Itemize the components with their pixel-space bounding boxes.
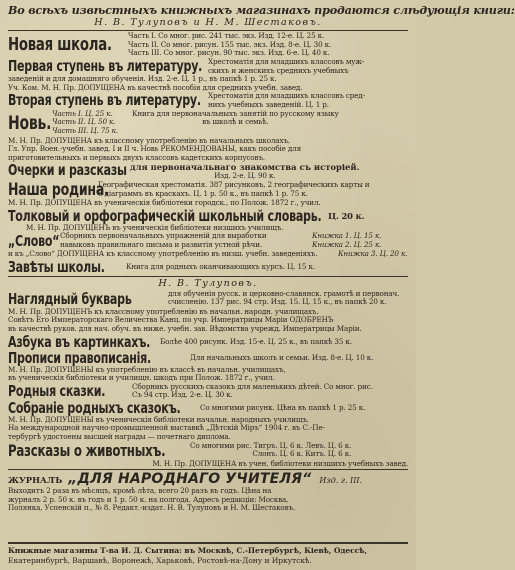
- book-details: [132, 383, 373, 400]
- detail-line: для обученія русск. и церковно-славянск. грамотѣ и первонач.: [168, 288, 400, 298]
- detail-line: Уч. Ком. М. Н. Пр. ДОПУЩЕНА въ качествѣ пособія для среднихъ учебн. завед.: [8, 82, 303, 92]
- book-title: Наша родина.: [8, 179, 109, 200]
- footer: [8, 540, 408, 566]
- detail-line: приготовительныхъ и первыхъ двухъ классовъ кадетскихъ корпусовъ.: [8, 152, 265, 162]
- detail-line: Книга для первоначальныхъ занятій по русскому языку: [132, 108, 339, 118]
- detail-line: скихъ и женскихъ среднихъ учебныхъ: [208, 65, 349, 75]
- book-title: Родныя сказки.: [8, 381, 106, 400]
- detail-line: для первоначальнаго знакомства съ исторіей.: [130, 162, 360, 173]
- book-title: Собраніе родныхъ сказокъ.: [8, 398, 181, 417]
- book-title: „Слово“: [8, 232, 60, 251]
- detail-line: журналъ 2 р. 50 к. въ годъ и 1 р. 50 к. на полгода. Адресъ редакціи: Москва,: [8, 494, 289, 504]
- detail-line: Часть II. Со мног. рисун. 155 тыс. экз. Изд. 8-е. Ц. 30 к.: [128, 39, 332, 49]
- book-entry-nasha-rodina: [8, 181, 408, 199]
- book-entry-zavety: [8, 259, 408, 275]
- book-title: Толковый и орфографическій школьный словарь.: [8, 206, 322, 225]
- book-details: [98, 181, 369, 198]
- detail-line: М. Н. Пр. ДОПУЩЕНА къ классному употребленію въ начальныхъ школахъ.: [8, 135, 290, 145]
- detail-line: Болѣе 400 рисунк. Изд. 15-е. Ц. 25 к., въ папкѣ 35 к.: [160, 336, 352, 346]
- detail-line: Полянка, Успенскій п., № 8. Редакт.-издат. Н. В. Тулуповъ и Н. М. Шестаковъ.: [8, 503, 296, 513]
- journal-header: [8, 471, 408, 487]
- book-entry-vtoraya-stupen: [8, 92, 408, 109]
- detail-line: навыковъ правильнаго письма и развитія устной рѣчи.: [60, 239, 263, 249]
- detail-line: М. Н. Пр. ДОПУЩЕНЫ въ ученическія библіотеки начальн. народныхъ училищъ.: [8, 414, 309, 424]
- detail-line: М. Н. Пр. ДОПУЩЕНЪ въ ученическія библіотеки низшихъ училищъ.: [26, 222, 284, 232]
- book-details: [132, 110, 339, 127]
- journal-edition: Изд. г. III.: [319, 476, 363, 486]
- book-title: Наглядный букварь: [8, 289, 132, 308]
- book-title: Новая школа.: [8, 34, 112, 55]
- detail-line: Со многими рис. Тигръ. Ц. 6 к. Левъ. Ц. 6 к.: [190, 440, 352, 450]
- book-title: Завѣты школы.: [8, 257, 105, 276]
- detail-line: Совѣтъ Его Императорскаго Величества Канц. по учр. Императрицы Маріи ОДОБРЕНЪ: [8, 315, 334, 325]
- book-title: Вторая ступень въ литературу.: [8, 91, 201, 110]
- detail-line: Хрестоматія для младшихъ классовъ сред-: [208, 91, 365, 101]
- journal-prefix: ЖУРНАЛЪ: [8, 475, 63, 486]
- banner-heading: Во всѣхъ извѣстныхъ книжныхъ магазинахъ продаются слѣдующія книги:: [8, 3, 515, 17]
- book-entry-azbuka: [8, 334, 408, 350]
- detail-line: 8 діаграммъ въ краскахъ. Ц. 1 р. 50 к., въ папкѣ 1 р. 75 к.: [98, 188, 308, 198]
- book-title: Новь.: [8, 111, 52, 134]
- detail-line: Со многими рисунк. Цѣна въ папкѣ 1 р. 25 к.: [200, 402, 366, 412]
- detail-line: Хрестоматія для младшихъ классовъ муж-: [208, 57, 365, 66]
- detail-line: Изд. 2-е. Ц. 90 к.: [214, 171, 276, 181]
- detail-line: М. Н. Пр. ДОПУЩЕНЫ къ употребленію въ классѣ въ начальн. училищахъ,: [8, 364, 286, 374]
- detail-line: Съ 94 стр. Изд. 2-е. Ц. 30 к.: [132, 390, 233, 400]
- journal-title: „ДЛЯ НАРОДНАГО УЧИТЕЛЯ“: [68, 471, 312, 488]
- book-details: [60, 232, 308, 249]
- detail-line: заведеній и для домашняго обученія. Изд. 2-е. Ц. 1 р., въ папкѣ 1 р. 25 к.: [8, 74, 277, 84]
- detail-line: Книжка 1. Ц. 15 к.: [312, 231, 382, 241]
- detail-line: Гл. Упр. Воен.-учебн. завед. I и II ч. Новь РЕКОМЕНДОВАНЫ, какъ пособіе для: [8, 144, 301, 154]
- detail-line: М. Н. Пр. ДОПУЩЕНА въ ученическія библіотеки городск., по Полож. 1872 г., учил.: [8, 197, 321, 207]
- book-entry-ocherki: [8, 162, 408, 181]
- book-title: Очерки и разсказы: [8, 161, 127, 180]
- divider: [8, 276, 408, 277]
- detail-line: Часть I. Ц. 25 к.: [52, 108, 113, 118]
- detail-line: На международной научно-промышленной выставкѣ „Дѣтскій Міръ“ 1904 г. въ С.-Пе-: [8, 423, 325, 433]
- book-entry-slovo: [8, 232, 408, 250]
- book-entry-propisi: [8, 350, 408, 366]
- book-title: Разсказы о животныхъ.: [8, 440, 166, 460]
- book-title: Азбука въ картинкахъ.: [8, 332, 151, 351]
- detail-line: Книжка 3. Ц. 20 к.: [338, 249, 408, 259]
- detail-line: и къ „Слово“ ДОПУЩЕНА къ классному употребленію въ низш. учебн. заведеніяхъ.: [8, 249, 318, 259]
- book-details: [208, 58, 364, 75]
- book-price: Ц. 20 к.: [328, 210, 365, 221]
- book-entry-zhivotnye: [8, 442, 408, 460]
- detail-line: Книга для родныхъ оканчивающихъ курсъ. Ц. 15 к.: [126, 261, 315, 271]
- detail-line: въ школѣ и семьѣ.: [202, 117, 269, 127]
- detail-line: Часть I. Со мног. рис. 241 тыс. экз. Изд. 12-е. Ц. 25 к.: [128, 31, 325, 40]
- detail-line: Выходитъ 2 раза въ мѣсяцъ, кромѣ лѣта, всего 20 разъ въ годъ. Цѣна на: [8, 486, 272, 496]
- book-entry-novaya-shkola: [8, 32, 408, 58]
- book-title: Первая ступень въ литературу.: [8, 57, 203, 75]
- footer-line: Екатеринбургѣ, Варшавѣ, Воронежѣ, Харьковѣ, Ростовѣ-на-Дону и Иркутскѣ.: [8, 556, 312, 565]
- book-parts: [312, 232, 381, 249]
- detail-line: Слонъ. Ц. 6 к. Китъ. Ц. 6 к.: [252, 449, 352, 459]
- detail-line: М. Н. Пр. ДОПУЩЕНА въ учен. библіотеки низшихъ учебныхъ завед.: [152, 458, 408, 468]
- book-details: [168, 290, 399, 307]
- book-entry-slovar: [8, 208, 408, 224]
- detail-line: нихъ учебныхъ заведеній. Ц. 1 р.: [208, 99, 329, 109]
- footer-line: Книжные магазины Т-ва И. Д. Сытина: въ Москвѣ, С.-Петербургѣ, Кіевѣ, Одессѣ,: [8, 546, 367, 555]
- detail-line: Часть II. Ц. 50 к.: [52, 117, 116, 127]
- detail-line: М. Н. Пр. ДОПУЩЕНЪ къ классному употребленію въ начальн. народн. училищахъ.: [8, 306, 319, 316]
- book-parts: [52, 110, 128, 136]
- book-entry-nov: [8, 110, 408, 137]
- detail-line: Географическая хрестоматія. 387 рисунковъ, 2 географическихъ карты и: [98, 179, 370, 189]
- authors-heading: Н. В. Тулуповъ и Н. М. Шестаковъ.: [94, 17, 322, 28]
- divider: [8, 542, 408, 544]
- book-entry-rodnye-skazki: [8, 383, 408, 400]
- detail-line: счисленію. 137 рис. 94 стр. Изд. 15. Ц. 15 к., въ папкѣ 20 к.: [168, 297, 387, 307]
- detail-line: тербургѣ удостоены высшей награды — почетнаго диплома.: [8, 432, 231, 442]
- book-entry-sobranie: [8, 400, 408, 416]
- authors-heading-2: Н. В. Тулуповъ.: [158, 277, 258, 289]
- book-details: [130, 162, 359, 181]
- detail-line: Сборникъ русскихъ сказокъ для маленькихъ дѣтей. Со мног. рис.: [132, 381, 373, 391]
- book-details: [190, 442, 351, 459]
- book-title: Прописи правописанія.: [8, 348, 151, 367]
- detail-line: Часть III. Со мног. рисун. 90 тыс. экз. Изд. 6-е. Ц. 40 к.: [128, 48, 330, 58]
- detail-line: Книжка 2. Ц. 25 к.: [312, 239, 382, 249]
- detail-line: въ ученическія библіотеки и училищн. шкодъ при Полож. 1872 г., учил.: [8, 373, 275, 383]
- detail-line: Часть III. Ц. 75 к.: [52, 125, 118, 135]
- book-details: [208, 92, 365, 109]
- book-entry-pervaya-stupen: [8, 58, 408, 75]
- divider: [8, 469, 408, 470]
- detail-line: Сборникъ первоначальныхъ упражненій для выработки: [60, 231, 267, 241]
- detail-line: въ качествѣ руков. для нач. обуч. въ ниже. учебн. зав. Вѣдомства учрежд. Императрицы Маріи.: [8, 323, 362, 333]
- book-details: [128, 32, 331, 58]
- book-entry-bukvar: [8, 290, 408, 308]
- detail-line: Для начальныхъ школъ и семьи. Изд. 8-е. Ц. 10 к.: [190, 352, 374, 362]
